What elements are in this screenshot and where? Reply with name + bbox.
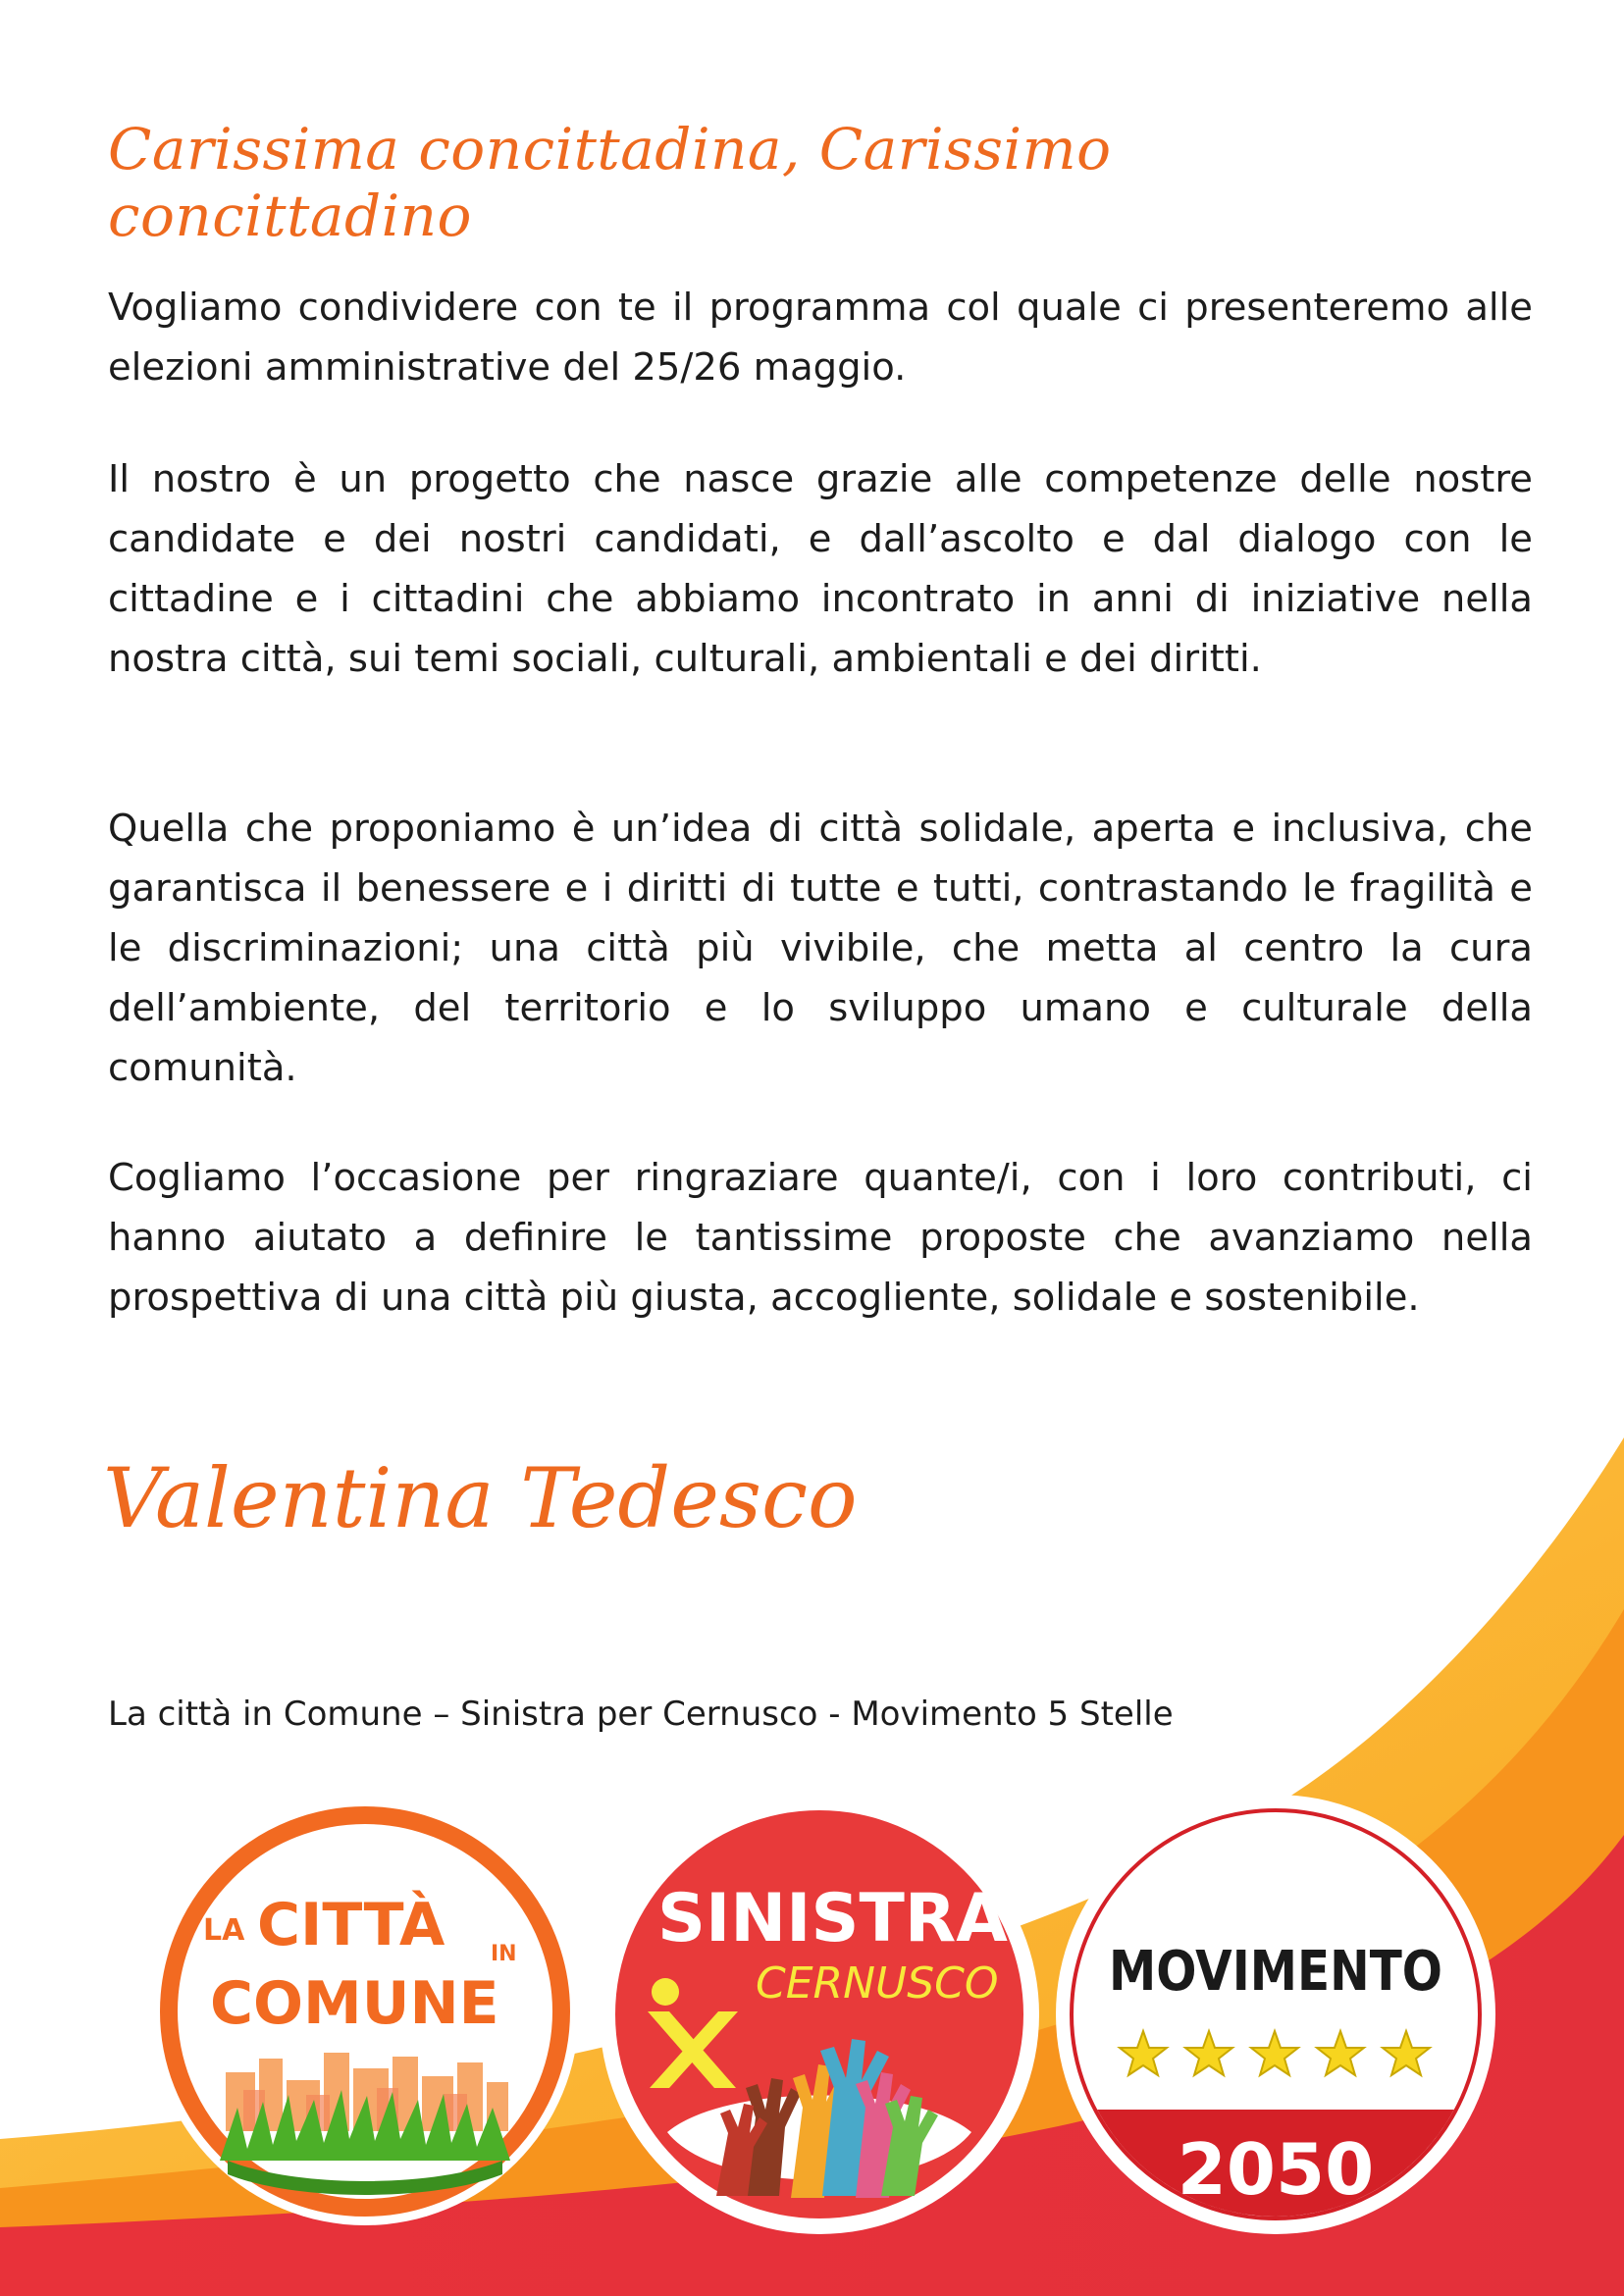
logo-sinistra-text: SINISTRA	[657, 1880, 1008, 1957]
letter-paragraph-1: Vogliamo condividere con te il programma col quale ci presenteremo alle elezioni amministrative del 25/26 maggio.	[108, 286, 1533, 390]
logo-movimento-text: MOVIMENTO	[1109, 1940, 1442, 2004]
logo-la-citta-in-comune	[149, 1796, 581, 2227]
letter-paragraph-4: Cogliamo l’occasione per ringraziare quante/i, con i loro contributi, ci hanno aiutato a definire le tantissime proposte che avanziamo nella prospettiva di una città più giusta, accogliente, solidale e sostenibile.	[108, 1156, 1533, 1320]
logo-cernusco-text: CERNUSCO	[756, 1958, 999, 2009]
signature: Valentina Tedesco	[103, 1450, 858, 1546]
logo-movimento-2050	[1055, 1794, 1496, 2235]
coalition-line: La città in Comune – Sinistra per Cernusco - Movimento 5 Stelle	[108, 1695, 1174, 1734]
letter-paragraph-3: Quella che proponiamo è un’idea di città solidale, aperta e inclusiva, che garantisca il benessere e i diritti di tutte e tutti, contrastando le fragilità e le discriminazioni; una città più vivibile, che metta al centro la cura dell’ambiente, del territorio e lo sviluppo umano e culturale della comunità.	[108, 807, 1533, 1090]
logo-citta-la: LA	[203, 1913, 245, 1948]
logo-sinistra-cernusco	[599, 1794, 1040, 2235]
logo-citta-comune: COMUNE	[210, 1969, 499, 2038]
logo-citta-in: IN	[491, 1942, 517, 1966]
letter-paragraph-2: Il nostro è un progetto che nasce grazie alle competenze delle nostre candidate e dei nostri candidati, e dall’ascolto e dal dialogo con le cittadine e i cittadini che abbiamo incontrato in anni di iniziative nella nostra città, sui temi sociali, culturali, ambientali e dei diritti.	[108, 457, 1533, 681]
letter-greeting: Carissima concittadina, Carissimo concittadino	[108, 116, 1112, 249]
logo-movimento-year: 2050	[1177, 2128, 1375, 2211]
logo-citta-citta: CITTÀ	[257, 1891, 445, 1959]
